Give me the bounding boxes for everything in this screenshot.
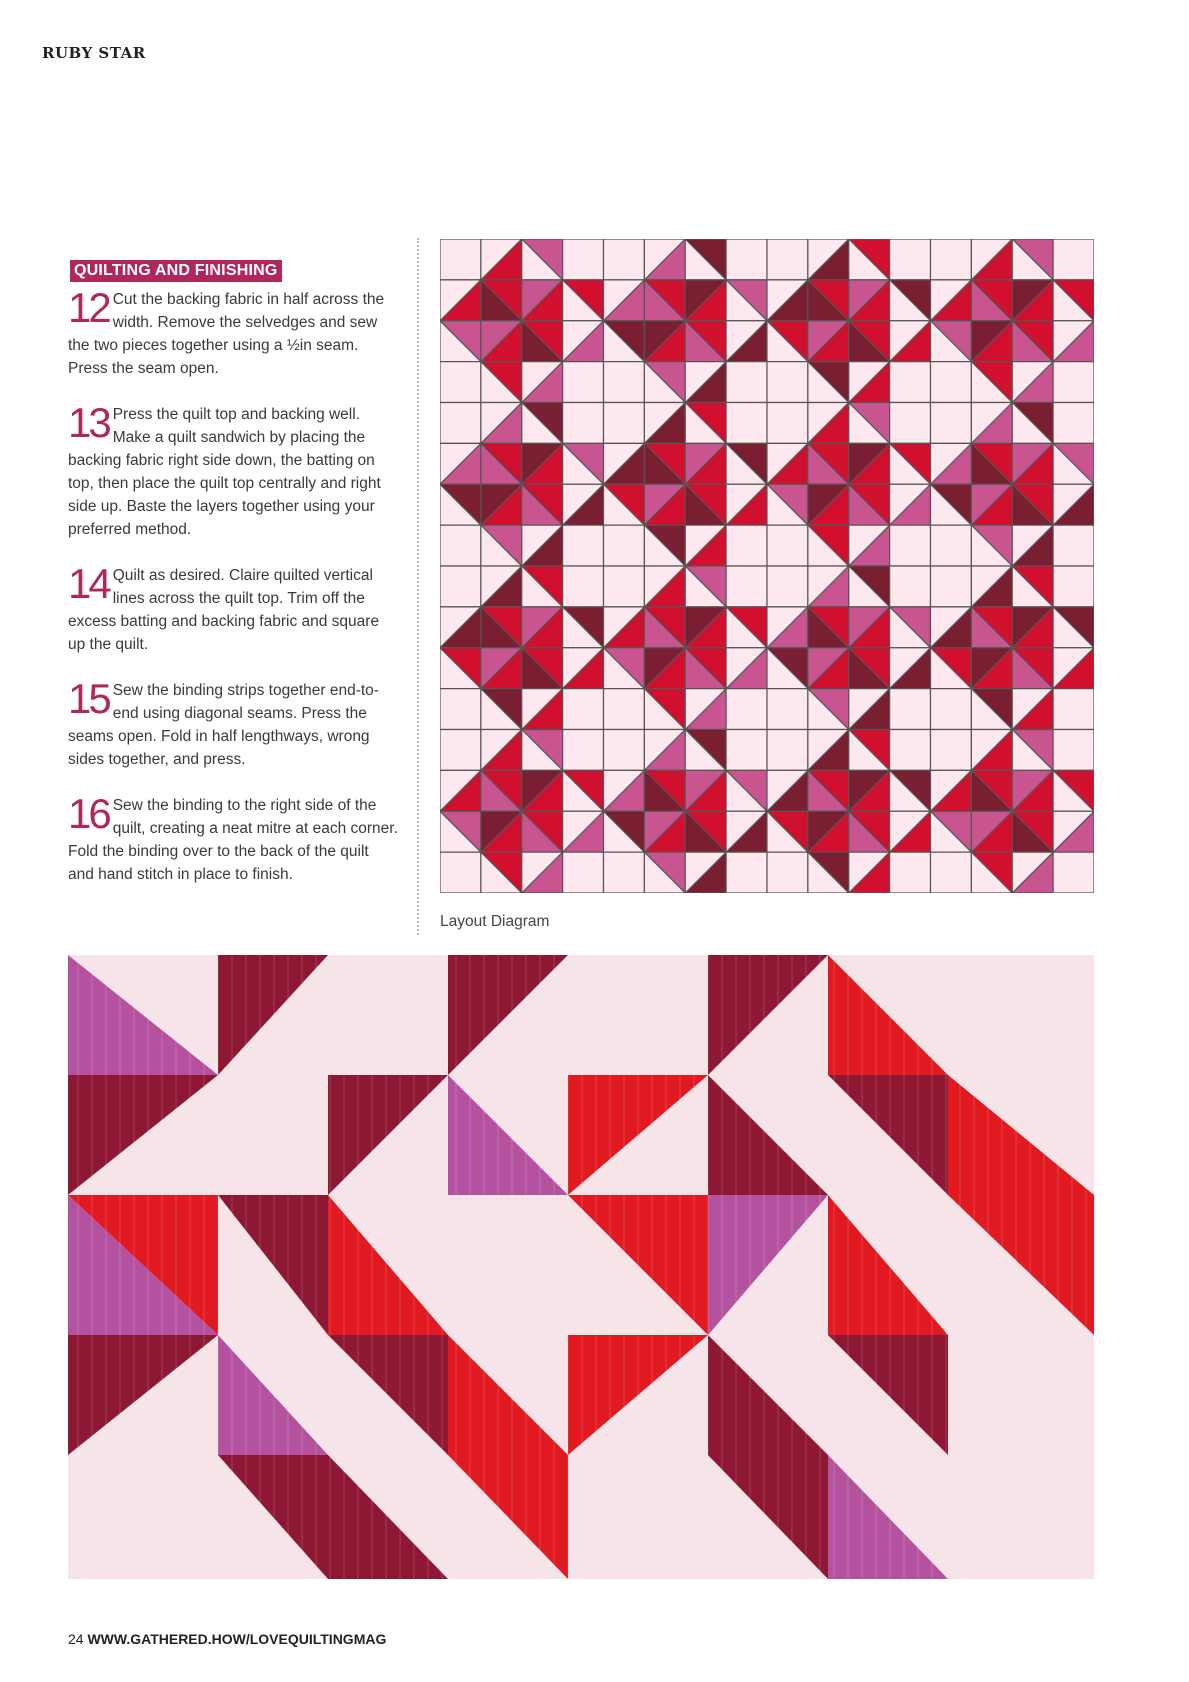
plain-square — [440, 852, 481, 893]
plain-square — [1053, 852, 1094, 893]
plain-square — [563, 566, 604, 607]
plain-square — [890, 566, 931, 607]
plain-square — [931, 239, 972, 280]
plain-square — [1053, 403, 1094, 444]
plain-square — [1053, 689, 1094, 730]
quilt-photo — [68, 955, 1094, 1579]
plain-square — [604, 730, 645, 771]
plain-square — [931, 566, 972, 607]
plain-square — [931, 362, 972, 403]
plain-square — [563, 525, 604, 566]
step-text: Quilt as desired. Claire quilted vertical lines across the quilt top. Trim off the excess batting and backing fabric and square up the quilt. — [68, 567, 380, 653]
step-15 — [68, 675, 398, 771]
plain-square — [440, 362, 481, 403]
plain-square — [563, 239, 604, 280]
column-divider — [417, 238, 419, 935]
plain-square — [931, 525, 972, 566]
plain-square — [604, 239, 645, 280]
plain-square — [563, 689, 604, 730]
magazine-url: WWW.GATHERED.HOW/LOVEQUILTINGMAG — [87, 1631, 387, 1647]
step-12 — [68, 284, 398, 380]
plain-square — [604, 525, 645, 566]
running-head: RUBY STAR — [42, 44, 146, 62]
plain-square — [726, 525, 767, 566]
plain-square — [604, 566, 645, 607]
plain-square — [890, 730, 931, 771]
plain-square — [604, 362, 645, 403]
plain-square — [440, 525, 481, 566]
plain-square — [890, 239, 931, 280]
plain-square — [726, 403, 767, 444]
section-heading: QUILTING AND FINISHING — [70, 260, 282, 282]
plain-square — [767, 730, 808, 771]
plain-square — [890, 852, 931, 893]
plain-square — [563, 730, 604, 771]
step-number: 15 — [68, 675, 109, 722]
step-text: Press the quilt top and backing well. Make a quilt sandwich by placing the backing fabric right side down, the batting on top, then place the quilt top centrally and right side up. Baste the layers together using your preferred method. — [68, 406, 381, 538]
page-number: 24 — [68, 1631, 84, 1647]
plain-square — [440, 689, 481, 730]
step-number: 16 — [68, 790, 109, 837]
plain-square — [1053, 730, 1094, 771]
plain-square — [604, 689, 645, 730]
step-16 — [68, 790, 398, 886]
plain-square — [440, 730, 481, 771]
plain-square — [563, 403, 604, 444]
layout-diagram — [440, 239, 1094, 893]
plain-square — [604, 403, 645, 444]
plain-square — [890, 689, 931, 730]
plain-square — [440, 566, 481, 607]
step-text: Sew the binding to the right side of the quilt, creating a neat mitre at each corner. Fold the binding over to the back of the quilt and hand stitch in place to finish. — [68, 797, 398, 883]
plain-square — [1053, 525, 1094, 566]
plain-square — [563, 362, 604, 403]
plain-square — [890, 403, 931, 444]
plain-square — [931, 730, 972, 771]
step-13 — [68, 399, 398, 541]
plain-square — [604, 852, 645, 893]
plain-square — [767, 239, 808, 280]
plain-square — [726, 689, 767, 730]
plain-square — [931, 689, 972, 730]
step-text: Cut the backing fabric in half across the width. Remove the selvedges and sew the two pieces together using a ½in seam. Press the seam open. — [68, 291, 385, 377]
plain-square — [767, 362, 808, 403]
instructions-column — [68, 260, 398, 909]
step-text: Sew the binding strips together end-to-end using diagonal seams. Press the seams open. Fold in half lengthways, wrong sides together, and press. — [68, 682, 379, 768]
step-number: 12 — [68, 284, 109, 331]
plain-square — [890, 362, 931, 403]
step-14 — [68, 560, 398, 656]
plain-square — [726, 852, 767, 893]
plain-square — [440, 239, 481, 280]
step-number: 13 — [68, 399, 109, 446]
plain-square — [563, 852, 604, 893]
diagram-caption: Layout Diagram — [440, 913, 550, 930]
plain-square — [440, 403, 481, 444]
plain-square — [767, 403, 808, 444]
step-number: 14 — [68, 560, 109, 607]
plain-square — [1053, 362, 1094, 403]
quilt-closeup-image — [68, 955, 1094, 1579]
plain-square — [726, 730, 767, 771]
plain-square — [1053, 566, 1094, 607]
plain-square — [767, 525, 808, 566]
plain-square — [767, 852, 808, 893]
quilt-layout-diagram — [440, 239, 1094, 893]
plain-square — [1053, 239, 1094, 280]
plain-square — [931, 403, 972, 444]
plain-square — [726, 566, 767, 607]
plain-square — [890, 525, 931, 566]
plain-square — [931, 852, 972, 893]
page-footer — [68, 1631, 386, 1647]
plain-square — [726, 362, 767, 403]
plain-square — [767, 566, 808, 607]
plain-square — [726, 239, 767, 280]
plain-square — [767, 689, 808, 730]
